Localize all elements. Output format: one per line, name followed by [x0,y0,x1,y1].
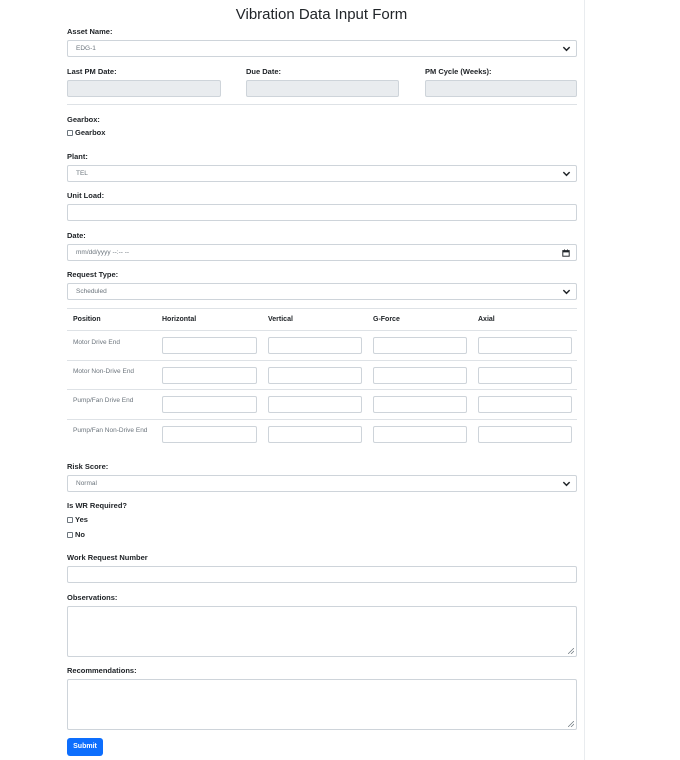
pump-fan-drive-end-axial-input[interactable] [478,396,572,413]
motor-non-drive-end-horizontal-input[interactable] [162,367,257,384]
submit-button[interactable]: Submit [67,738,103,756]
unit-load-label: Unit Load: [67,191,105,200]
request-type-value: Scheduled [76,288,107,295]
risk-score-value: Normal [76,480,97,487]
gearbox-option-label: Gearbox [75,128,106,137]
chevron-down-icon [562,169,571,178]
pump-fan-non-drive-end-horizontal-input[interactable] [162,426,257,443]
last-pm-date-field[interactable] [67,80,221,97]
pump-fan-non-drive-end-vertical-input[interactable] [268,426,362,443]
table-top-border [67,308,577,309]
observations-textarea[interactable] [67,606,577,657]
pm-cycle-label: PM Cycle (Weeks): [425,67,492,76]
col-header-axial: Axial [478,316,495,323]
wr-yes-label: Yes [75,515,88,524]
date-input[interactable] [67,244,577,261]
pm-cycle-field[interactable] [425,80,577,97]
row-label-motor-drive-end: Motor Drive End [73,339,120,346]
wr-no-checkbox[interactable] [67,530,85,539]
motor-non-drive-end-vertical-input[interactable] [268,367,362,384]
checkbox-icon [67,130,73,136]
motor-drive-end-g-force-input[interactable] [373,337,467,354]
motor-non-drive-end-axial-input[interactable] [478,367,572,384]
col-header-horizontal: Horizontal [162,316,197,323]
request-type-select[interactable] [67,283,577,300]
resize-grip-icon[interactable] [568,648,574,654]
pump-fan-non-drive-end-g-force-input[interactable] [373,426,467,443]
plant-select[interactable] [67,165,577,182]
col-header-g-force: G-Force [373,316,400,323]
risk-score-label: Risk Score: [67,462,109,471]
work-request-number-input[interactable] [67,566,577,583]
table-row-border [67,360,577,361]
table-header-border [67,330,577,331]
risk-score-select[interactable] [67,475,577,492]
chevron-down-icon [562,287,571,296]
work-request-number-label: Work Request Number [67,553,148,562]
checkbox-icon [67,532,73,538]
resize-grip-icon[interactable] [568,721,574,727]
date-placeholder: mm/dd/yyyy --:-- -- [76,249,130,256]
motor-drive-end-axial-input[interactable] [478,337,572,354]
col-header-position: Position [73,316,101,323]
gearbox-label: Gearbox: [67,115,100,124]
due-date-field[interactable] [246,80,399,97]
due-date-label: Due Date: [246,67,282,76]
plant-label: Plant: [67,152,88,161]
chevron-down-icon [562,44,571,53]
wr-no-label: No [75,530,85,539]
row-label-pump-fan-drive-end: Pump/Fan Drive End [73,397,134,404]
asset-name-value: EDG-1 [76,45,96,52]
pump-fan-drive-end-horizontal-input[interactable] [162,396,257,413]
asset-name-label: Asset Name: [67,27,113,36]
wr-yes-checkbox[interactable] [67,515,88,524]
row-label-pump-fan-non-drive-end: Pump/Fan Non-Drive End [73,427,148,434]
chevron-down-icon [562,479,571,488]
last-pm-date-label: Last PM Date: [67,67,117,76]
recommendations-label: Recommendations: [67,666,137,675]
observations-label: Observations: [67,593,118,602]
unit-load-input[interactable] [67,204,577,221]
gearbox-checkbox[interactable] [67,128,105,137]
motor-non-drive-end-g-force-input[interactable] [373,367,467,384]
motor-drive-end-horizontal-input[interactable] [162,337,257,354]
pump-fan-non-drive-end-axial-input[interactable] [478,426,572,443]
pump-fan-drive-end-g-force-input[interactable] [373,396,467,413]
table-row-border [67,419,577,420]
checkbox-icon [67,517,73,523]
table-row-border [67,389,577,390]
col-header-vertical: Vertical [268,316,293,323]
motor-drive-end-vertical-input[interactable] [268,337,362,354]
wr-required-label: Is WR Required? [67,501,128,510]
pump-fan-drive-end-vertical-input[interactable] [268,396,362,413]
row-label-motor-non-drive-end: Motor Non-Drive End [73,368,135,375]
calendar-icon[interactable] [562,249,570,257]
asset-name-select[interactable] [67,40,577,57]
date-label: Date: [67,231,86,240]
request-type-label: Request Type: [67,270,119,279]
recommendations-textarea[interactable] [67,679,577,730]
page-title: Vibration Data Input Form [235,6,408,23]
section-divider [67,104,577,105]
plant-value: TEL [76,170,88,177]
